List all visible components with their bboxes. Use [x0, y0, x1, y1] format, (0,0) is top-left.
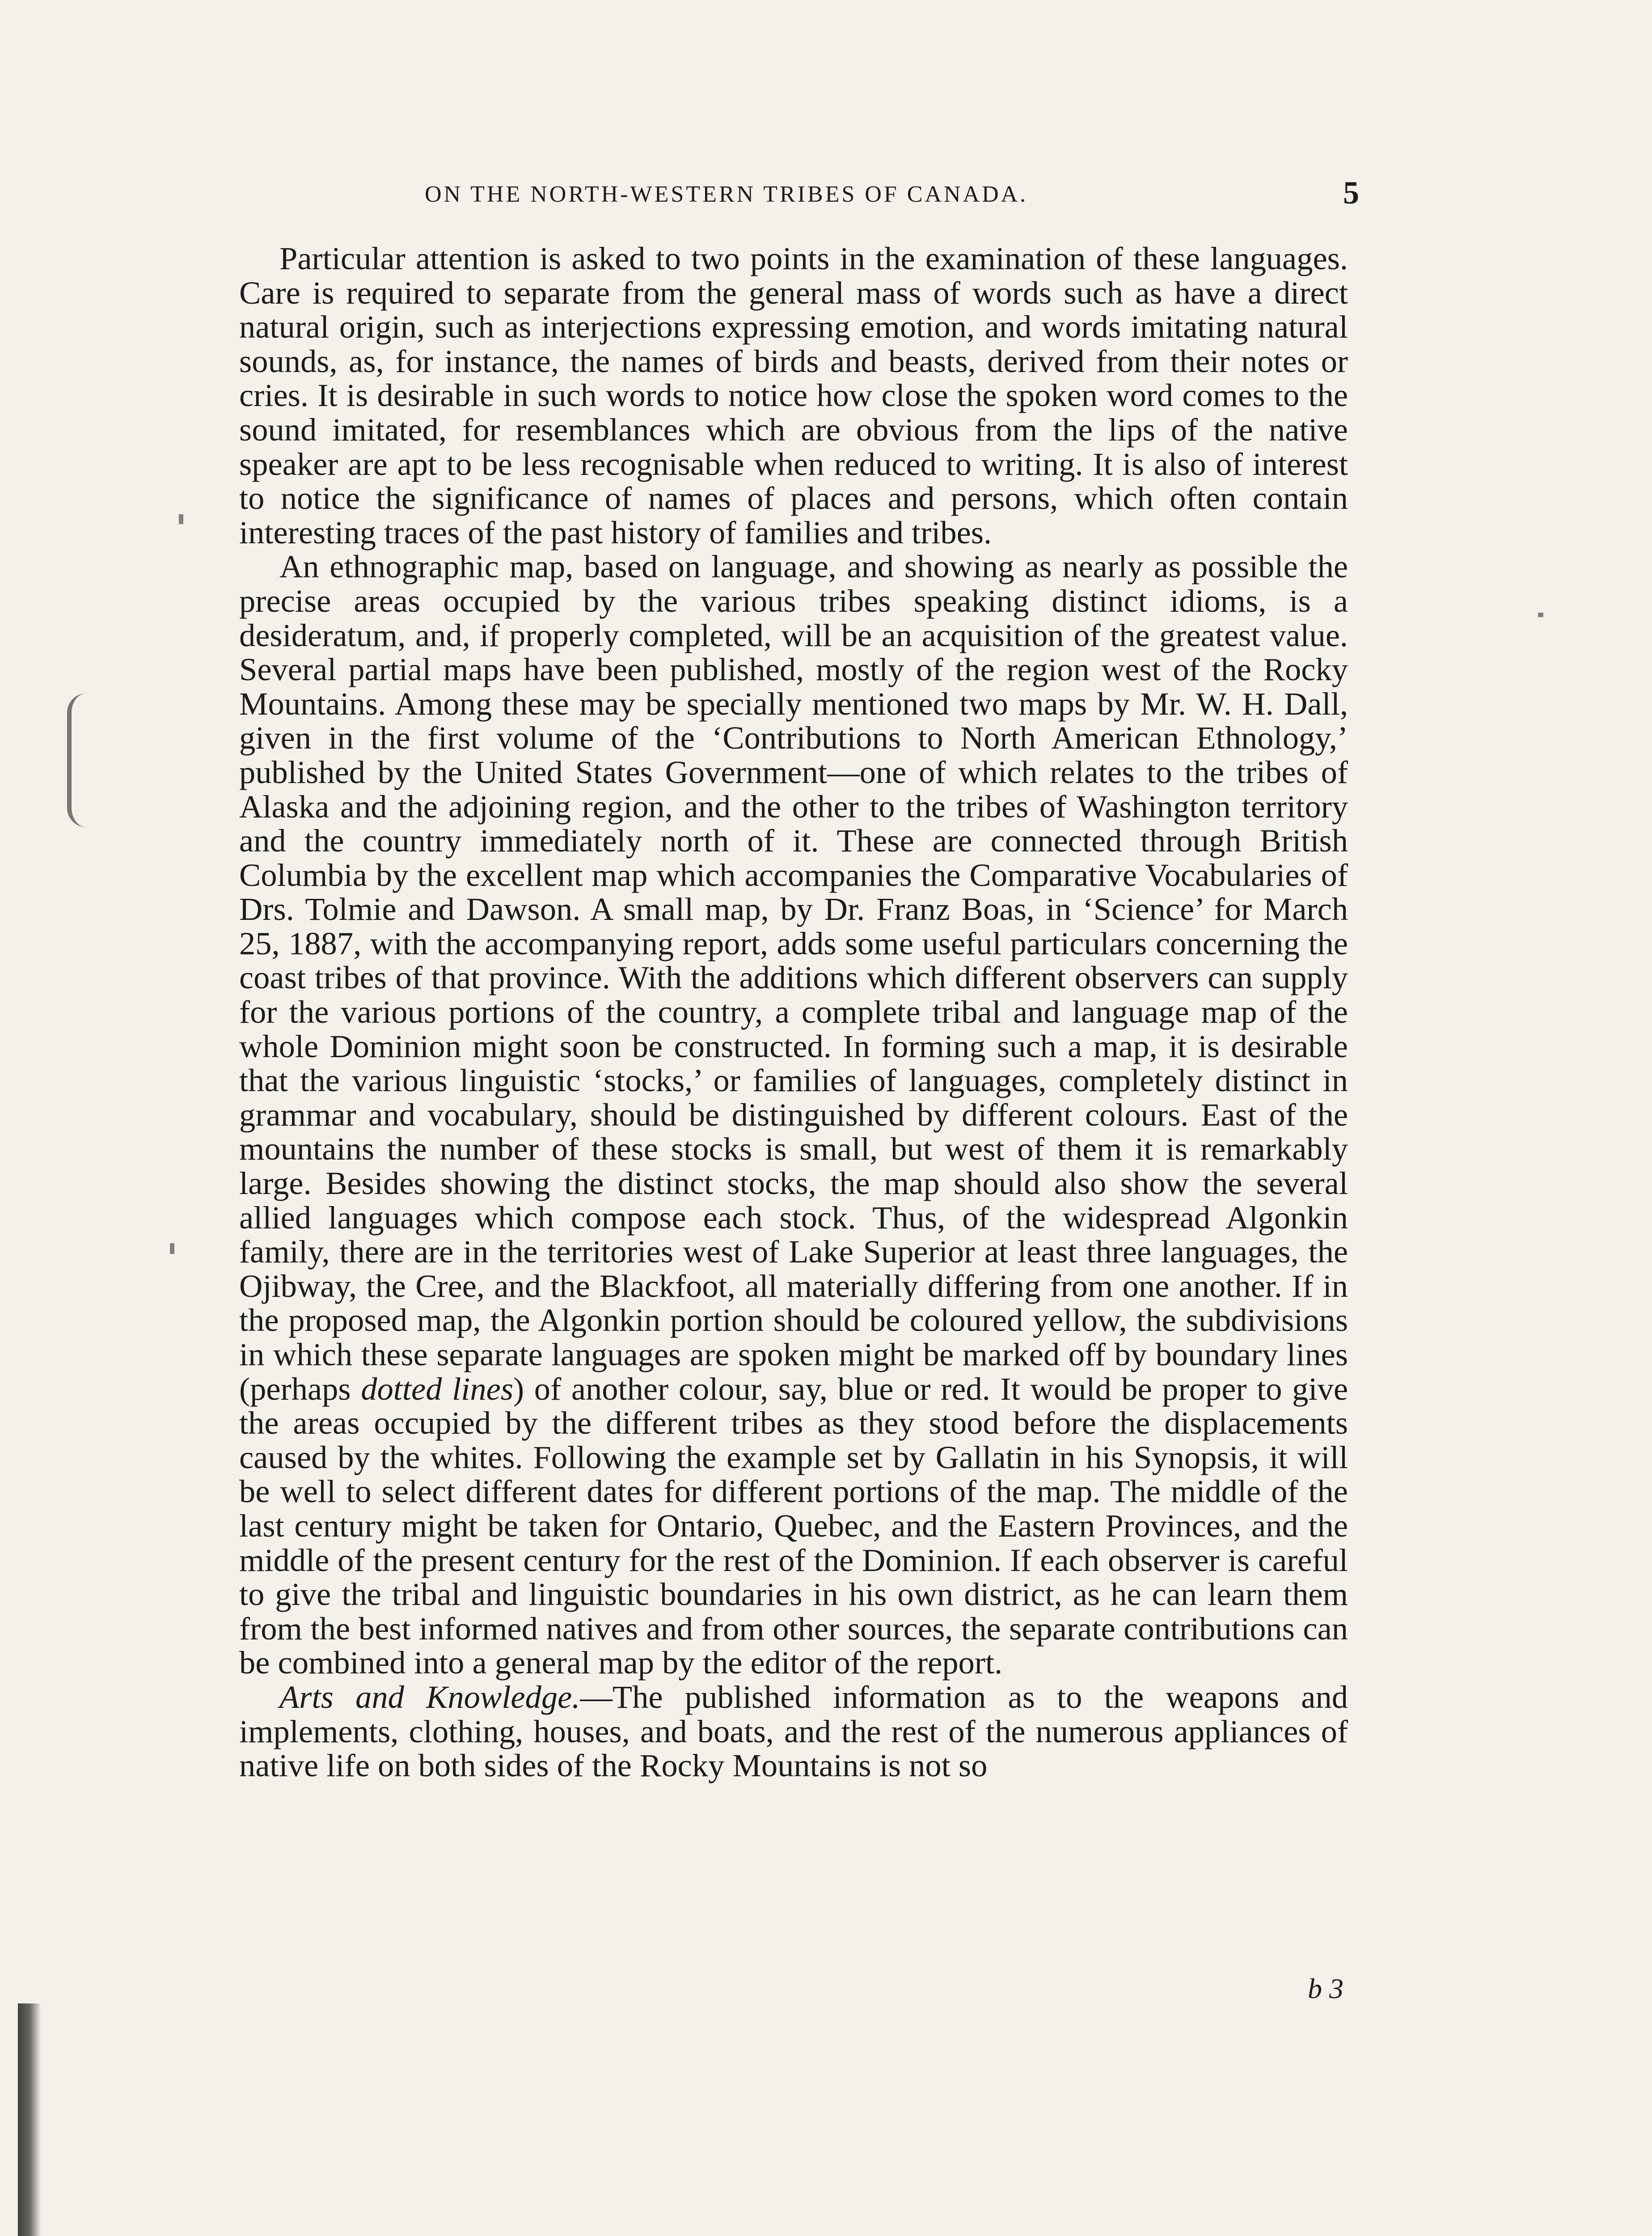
running-head: ON THE NORTH-WESTERN TRIBES OF CANADA. [425, 182, 1028, 207]
paragraph-2-text-b: ) of another colour, say, blue or red. It would be proper to give the areas occupied by the different tribes as they stood before the displacements caused by the whites. Following the example set by Gallatin in his Synopsis, it will be well to select different dates for different portions of the map. The middle of the last century might be taken for Ontario, Quebec, and the Eastern Provinces, and the middle of the present century for the rest of the Dominion. If each observer is careful to give the tribal and linguistic boundaries in his own district, as he can learn them from the best informed natives and from other sources, the separate contributions can be combined into a general map by the editor of the report. [239, 1370, 1348, 1681]
paragraph-3-text: —The published information as to the weapons and implements, clothing, houses, and boats, and the rest of the numerous appliances of native life on both sides of the Rocky Mountains is not so [239, 1678, 1348, 1784]
margin-tick-mark [1538, 613, 1543, 617]
page-number: 5 [1343, 175, 1359, 211]
signature-mark: b 3 [1308, 1973, 1344, 2004]
margin-tick-mark [179, 514, 183, 524]
binding-edge-shadow [18, 2003, 41, 2236]
paragraph-3 [239, 1680, 1348, 1783]
paragraph-1: Particular attention is asked to two points in the examination of these languages. Care is required to separate from the general mass of words such as have a direct natural origin, such as interjections expressing emotion, and words imitating natural sounds, as, for instance, the names of birds and beasts, derived from their notes or cries. It is desirable in such words to notice how close the spoken word comes to the sound imitated, for resemblances which are obvious from the lips of the native speaker are apt to be less recognisable when reduced to writing. It is also of interest to notice the significance of names of places and persons, which often contain interesting traces of the past history of families and tribes. [239, 240, 1348, 551]
paragraph-2-italic: dotted lines [361, 1370, 514, 1407]
section-heading-arts: Arts and Knowledge. [279, 1678, 580, 1715]
paragraph-2 [239, 550, 1348, 1680]
body-text [239, 241, 1348, 1783]
margin-tick-mark [170, 1243, 174, 1254]
margin-bracket-mark [67, 693, 87, 827]
paragraph-2-text-a: An ethnographic map, based on language, and showing as nearly as possible the precise areas occupied by the various tribes speaking distinct idioms, is a desideratum, and, if properly completed, will be an acquisition of the greatest value. Several partial maps have been published, mostly of the region west of the Rocky Mountains. Among these may be specially mentioned two maps by Mr. W. H. Dall, given in the first volume of the ‘Contributions to North American Ethnology,’ published by the United States Government—one of which relates to the tribes of Alaska and the adjoining region, and the other to the tribes of Washington territory and the country immediately north of it. These are connected through British Columbia by the excellent map which accompanies the Comparative Vocabularies of Drs. Tolmie and Dawson. A small map, by Dr. Franz Boas, in ‘Science’ for March 25, 1887, with the accompanying report, adds some useful particulars concerning the coast tribes of that province. With the additions which different observers can supply for the various portions of the country, a complete tribal and language map of the whole Dominion might soon be constructed. In forming such a map, it is desirable that the various linguistic ‘stocks,’ or families of languages, completely distinct in grammar and vocabulary, should be distinguished by different colours. East of the mountains the number of these stocks is small, but west of them it is remarkably large. Besides showing the distinct stocks, the map should also show the several allied languages which compose each stock. Thus, of the widespread Algonkin family, there are in the territories west of Lake Superior at least three languages, the Ojibway, the Cree, and the Blackfoot, all materially differing from one another. If in the proposed map, the Algonkin portion should be coloured yellow, the subdivisions in which these separate languages are spoken might be marked off by boundary lines (perhaps [239, 548, 1348, 1407]
